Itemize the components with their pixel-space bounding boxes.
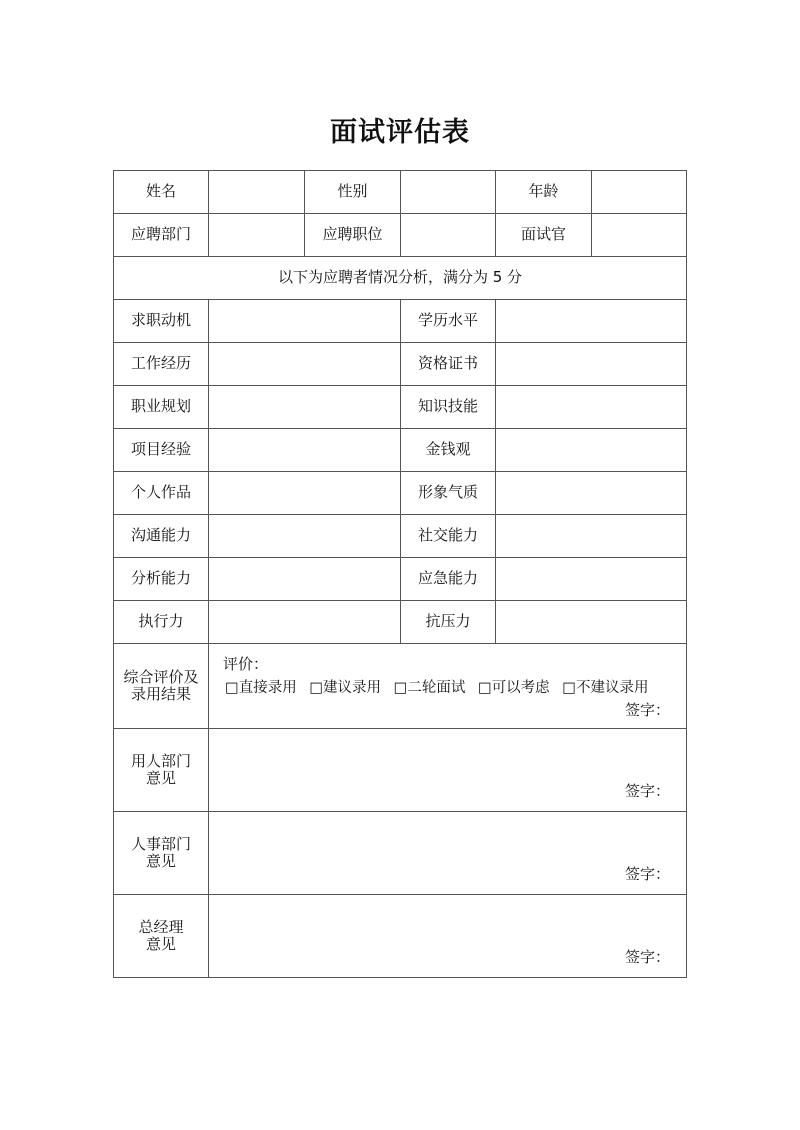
criteria-score-left[interactable] xyxy=(209,515,401,558)
opinion-label-line1: 人事部门 xyxy=(130,834,191,853)
opinion-label-line2: 意见 xyxy=(145,935,176,953)
basic-info-row-1 xyxy=(114,171,687,214)
opinion-signature-label: 签字： xyxy=(624,782,670,800)
opinion-label xyxy=(114,729,209,812)
option-second-interview[interactable]: □二轮面试 xyxy=(393,680,466,696)
criteria-label-left: 求职动机 xyxy=(114,300,209,343)
opinion-row-hiring-dept xyxy=(114,729,687,812)
criteria-label-left: 个人作品 xyxy=(114,472,209,515)
criteria-label-left: 项目经验 xyxy=(114,429,209,472)
evaluation-row xyxy=(114,644,687,729)
criteria-label-right: 社交能力 xyxy=(401,515,496,558)
criteria-label-right: 资格证书 xyxy=(401,343,496,386)
criteria-label-right: 金钱观 xyxy=(401,429,496,472)
dept-label: 应聘部门 xyxy=(114,214,209,257)
gender-label: 性别 xyxy=(305,171,401,214)
evaluation-label-line2: 录用结果 xyxy=(130,685,191,703)
page-title: 面试评估表 xyxy=(330,117,470,148)
evaluation-prefix: 评价： xyxy=(223,655,269,673)
position-field[interactable] xyxy=(401,214,496,257)
age-label: 年龄 xyxy=(496,171,592,214)
opinion-label-line1: 总经理 xyxy=(138,917,184,936)
option-consider[interactable]: □可以考虑 xyxy=(477,680,550,696)
opinion-field[interactable] xyxy=(209,895,687,978)
evaluation-signature-label: 签字： xyxy=(624,701,670,719)
criteria-label-right: 形象气质 xyxy=(401,472,496,515)
opinion-field[interactable] xyxy=(209,729,687,812)
opinion-field[interactable] xyxy=(209,812,687,895)
criteria-row xyxy=(114,515,687,558)
criteria-row xyxy=(114,429,687,472)
criteria-score-right[interactable] xyxy=(496,558,687,601)
criteria-score-right[interactable] xyxy=(496,343,687,386)
opinion-label xyxy=(114,812,209,895)
scoring-note: 以下为应聘者情况分析，满分为 5 分 xyxy=(114,257,687,300)
criteria-score-left[interactable] xyxy=(209,343,401,386)
evaluation-content xyxy=(209,644,687,729)
criteria-score-right[interactable] xyxy=(496,300,687,343)
note-row xyxy=(114,257,687,300)
option-direct-hire[interactable]: □直接录用 xyxy=(225,680,297,696)
opinion-signature-label: 签字： xyxy=(624,865,670,883)
criteria-score-left[interactable] xyxy=(209,601,401,644)
opinion-row-general-manager xyxy=(114,895,687,978)
criteria-row xyxy=(114,300,687,343)
age-field[interactable] xyxy=(592,171,687,214)
opinion-label-line2: 意见 xyxy=(145,769,176,787)
interview-evaluation-form xyxy=(113,170,687,978)
criteria-row xyxy=(114,343,687,386)
evaluation-label-line1: 综合评价及 xyxy=(123,667,199,686)
criteria-score-right[interactable] xyxy=(496,515,687,558)
criteria-score-left[interactable] xyxy=(209,300,401,343)
evaluation-options xyxy=(225,680,656,697)
basic-info-row-2 xyxy=(114,214,687,257)
criteria-label-left: 职业规划 xyxy=(114,386,209,429)
criteria-row xyxy=(114,558,687,601)
criteria-score-left[interactable] xyxy=(209,386,401,429)
gender-field[interactable] xyxy=(401,171,496,214)
criteria-label-left: 分析能力 xyxy=(114,558,209,601)
opinion-label-line2: 意见 xyxy=(145,852,176,870)
interviewer-label: 面试官 xyxy=(496,214,592,257)
name-field[interactable] xyxy=(209,171,305,214)
opinion-signature-label: 签字： xyxy=(624,948,670,966)
criteria-label-left: 工作经历 xyxy=(114,343,209,386)
name-label: 姓名 xyxy=(114,171,209,214)
criteria-row xyxy=(114,472,687,515)
criteria-score-right[interactable] xyxy=(496,472,687,515)
criteria-label-right: 学历水平 xyxy=(401,300,496,343)
criteria-row xyxy=(114,601,687,644)
criteria-label-right: 抗压力 xyxy=(401,601,496,644)
opinion-label-line1: 用人部门 xyxy=(130,751,191,770)
criteria-label-right: 应急能力 xyxy=(401,558,496,601)
option-recommend-hire[interactable]: □建议录用 xyxy=(309,680,382,696)
opinion-row-hr-dept xyxy=(114,812,687,895)
criteria-score-left[interactable] xyxy=(209,558,401,601)
option-not-recommend[interactable]: □不建议录用 xyxy=(562,680,649,696)
criteria-score-right[interactable] xyxy=(496,429,687,472)
dept-field[interactable] xyxy=(209,214,305,257)
interviewer-field[interactable] xyxy=(592,214,687,257)
criteria-label-left: 沟通能力 xyxy=(114,515,209,558)
evaluation-label xyxy=(114,644,209,729)
criteria-label-right: 知识技能 xyxy=(401,386,496,429)
criteria-score-left[interactable] xyxy=(209,429,401,472)
criteria-score-right[interactable] xyxy=(496,386,687,429)
position-label: 应聘职位 xyxy=(305,214,401,257)
criteria-score-left[interactable] xyxy=(209,472,401,515)
criteria-row xyxy=(114,386,687,429)
opinion-label xyxy=(114,895,209,978)
criteria-label-left: 执行力 xyxy=(114,601,209,644)
criteria-score-right[interactable] xyxy=(496,601,687,644)
